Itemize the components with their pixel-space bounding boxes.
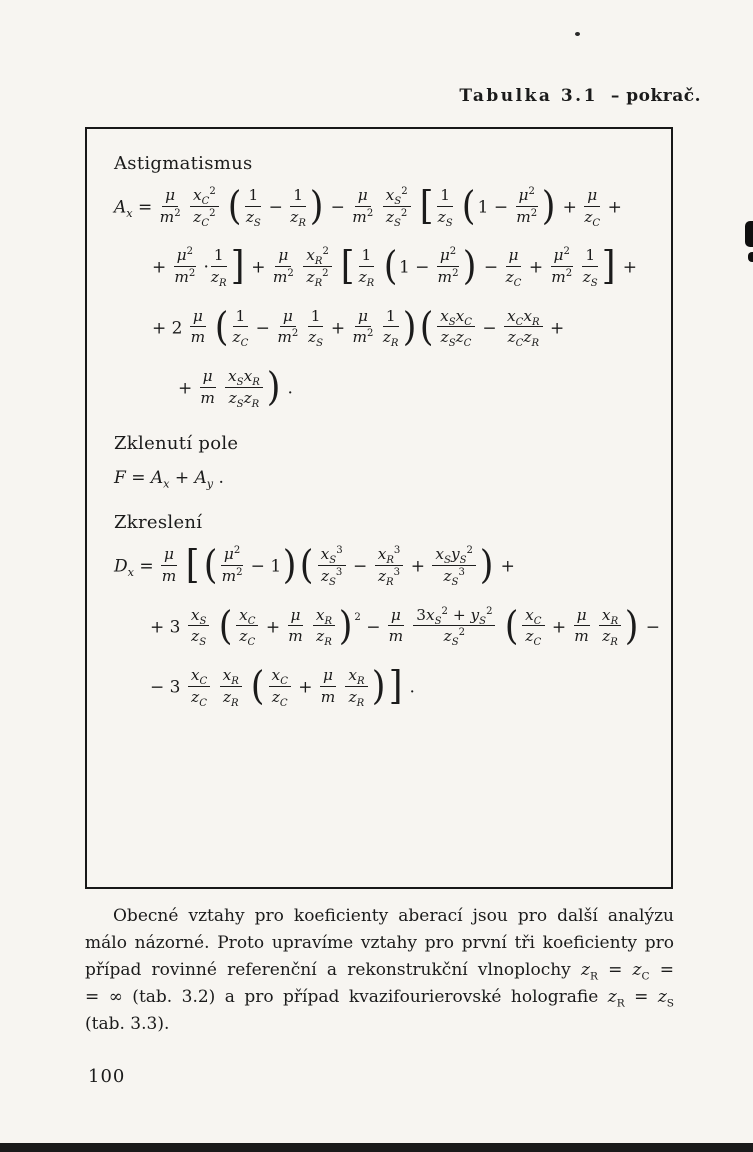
paragraph-line: případ rovinné referenční a rekonstrukční vlnoplochy $z_R = z_C$ =	[85, 960, 674, 983]
paragraph-line: = ∞ (tab. 3.2) a pro případ kvazifourierovské holografie $z_R = z_S$	[85, 987, 674, 1010]
section-heading: Zkreslení	[114, 512, 203, 534]
page-number: 100	[88, 1066, 126, 1087]
body-paragraph	[85, 903, 674, 1038]
paragraph-line: Obecné vztahy pro koeficienty aberací jsou pro další analýzu	[113, 906, 674, 926]
scan-ink-blob	[745, 221, 753, 247]
scan-speck	[575, 32, 580, 36]
equation-line: + 3 $\frac{x_S}{z_S}$ ( $\frac{x_C}{z_C}$ + $\frac{\mu}{m}$ $\frac{x_R}{z_R}$ ) $^2$ − $\frac{\mu}{m}$ $\frac{3x_S^2 + y_S^2}{z_S^2}$ ( $\frac{x_C}{z_C}$ + $\frac{\mu}{m}$ $\frac{x_R}{z_R}$ ) −	[150, 603, 661, 649]
equation-line: − 3 $\frac{x_C}{z_C}$ $\frac{x_R}{z_R}$ ( $\frac{x_C}{z_C}$ + $\frac{\mu}{m}$ $\frac{x_R}{z_R}$ )] .	[150, 664, 415, 710]
equation-line: $A_x$ = $\frac{\mu}{m^2}$ $\frac{x_C^2}{z_C^2}$ ( $\frac{1}{z_S}$ − $\frac{1}{z_R}$ ) − $\frac{\mu}{m^2}$ $\frac{x_S^2}{z_S^2}$ [ $\frac{1}{z_S}$ ( 1 − $\frac{\mu^2}{m^2}$ ) + $\frac{\mu}{z_C}$ +	[114, 184, 622, 230]
scan-edge-bar	[0, 1143, 753, 1152]
section-heading: Zklenutí pole	[114, 433, 239, 455]
equation-line: + $\frac{\mu^2}{m^2}$ · $\frac{1}{z_R}$ ] + $\frac{\mu}{m^2}$ $\frac{x_R^2}{z_R^2}$ [ $\frac{1}{z_R}$ ( 1 − $\frac{\mu^2}{m^2}$ ) − $\frac{\mu}{z_C}$ + $\frac{\mu^2}{m^2}$ $\frac{1}{z_S}$ ] +	[152, 244, 637, 290]
equation-line: $D_x$ = $\frac{\mu}{m}$ [( $\frac{\mu^2}{m^2}$ − 1)( $\frac{x_S^3}{z_S^3}$ − $\frac{x_R^3}{z_R^3}$ + $\frac{x_Sy_S^2}{z_S^3}$ ) +	[114, 543, 515, 589]
scan-ink-blob-small	[748, 252, 753, 262]
table-caption-title: Tabulka 3.1	[459, 86, 598, 106]
equation-line: + $\frac{\mu}{m}$ $\frac{x_Sx_R}{z_Sz_R}$ ) .	[178, 365, 293, 411]
equation-block	[114, 543, 661, 710]
paragraph-line: (tab. 3.3).	[85, 1014, 170, 1034]
equation-line: $F = A_x + A_y$ .	[114, 468, 224, 491]
table-caption	[459, 86, 701, 106]
paragraph-line: málo názorné. Proto upravíme vztahy pro první tři koeficienty pro	[85, 933, 674, 953]
equation-block	[114, 184, 655, 411]
table-caption-suffix: – pokrač.	[610, 86, 701, 106]
table-box	[85, 127, 673, 889]
equation-line: + 2 $\frac{\mu}{m}$ ( $\frac{1}{z_C}$ − $\frac{\mu}{m^2}$ $\frac{1}{z_S}$ + $\frac{\mu}{m^2}$ $\frac{1}{z_R}$ )( $\frac{x_Sx_C}{z_Sz_C}$ − $\frac{x_Cx_R}{z_Cz_R}$ +	[152, 304, 565, 350]
equation-block	[114, 468, 655, 491]
table-sections	[114, 153, 661, 710]
section-heading: Astigmatismus	[114, 153, 253, 174]
